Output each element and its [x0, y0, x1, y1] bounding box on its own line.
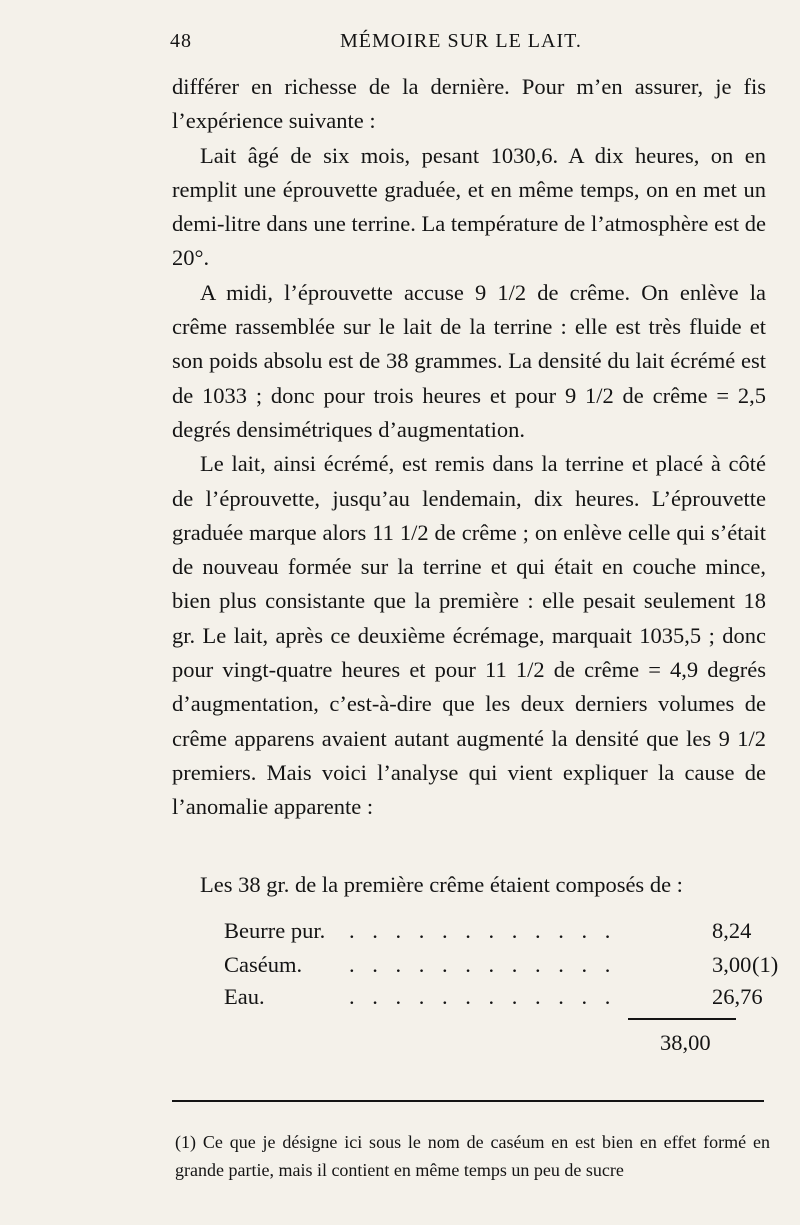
table-row [224, 952, 779, 982]
page-number: 48 [170, 30, 192, 52]
running-title: MÉMOIRE SUR LE LAIT. [340, 30, 582, 52]
table-row [224, 918, 769, 948]
row-note: (1) [752, 952, 779, 977]
paragraph: différer en richesse de la dernière. Pour m’en assurer, je fis l’expérience suivante : [172, 74, 766, 134]
paragraph: Le lait, ainsi écrémé, est remis dans la terrine et placé à côté de l’éprouvette, jusqu’au lendemain, dix heures. L’éprouvette graduée marque alors 11 1/2 de crême ; on enlève celle qui s’était de nouveau formée sur la terrine et qui était en couche mince, bien plus consistante que la première : elle pesait seulement 18 gr. Le lait, après ce deuxième écrémage, marquait 1035,5 ; donc pour vingt-quatre heures et pour 11 1/2 de crême = 4,9 degrés d’augmentation, c’est-à-dire que les deux derniers volumes de crême apparens avaient autant augmenté la densité que les 9 1/2 premiers. Mais voici l’analyse qui vient expliquer la cause de l’anomalie apparente : [172, 451, 766, 820]
row-label: Eau. [224, 984, 265, 1009]
composition-intro: Les 38 gr. de la première crême étaient composés de : [200, 872, 683, 897]
row-value: 26,76 [712, 984, 763, 1009]
total-value: 38,00 [660, 1030, 711, 1055]
footnote [175, 1128, 770, 1184]
page-header [170, 30, 770, 56]
footnote-rule [172, 1100, 764, 1102]
table-row [224, 984, 769, 1014]
row-label: Beurre pur. [224, 918, 326, 943]
leader-dots: . . . . . . . . . . . . [349, 918, 617, 943]
footnote-text: (1) Ce que je désigne ici sous le nom de caséum en est bien en effet formé en grande partie, mais il contient en même temps un peu de sucre [175, 1132, 770, 1180]
paragraph: Lait âgé de six mois, pesant 1030,6. A dix heures, on en remplit une éprouvette graduée, et en même temps, on en met un demi-litre dans une terrine. La température de l’atmosphère est de 20°. [172, 142, 766, 271]
body-text [172, 70, 766, 825]
sum-line [628, 1018, 736, 1020]
leader-dots: . . . . . . . . . . . . [349, 984, 617, 1009]
paragraph: A midi, l’éprouvette accuse 9 1/2 de crême. On enlève la crême rassemblée sur le lait de la terrine : elle est très fluide et son poids absolu est de 38 grammes. La densité du lait écrémé est de 1033 ; donc pour trois heures et pour 9 1/2 de crême = 2,5 degrés densimétriques d’augmentation. [172, 279, 766, 442]
row-value: 8,24 [712, 918, 752, 943]
row-value: 3,00 [712, 952, 752, 977]
row-label: Caséum. [224, 952, 303, 977]
leader-dots: . . . . . . . . . . . . [349, 952, 617, 977]
